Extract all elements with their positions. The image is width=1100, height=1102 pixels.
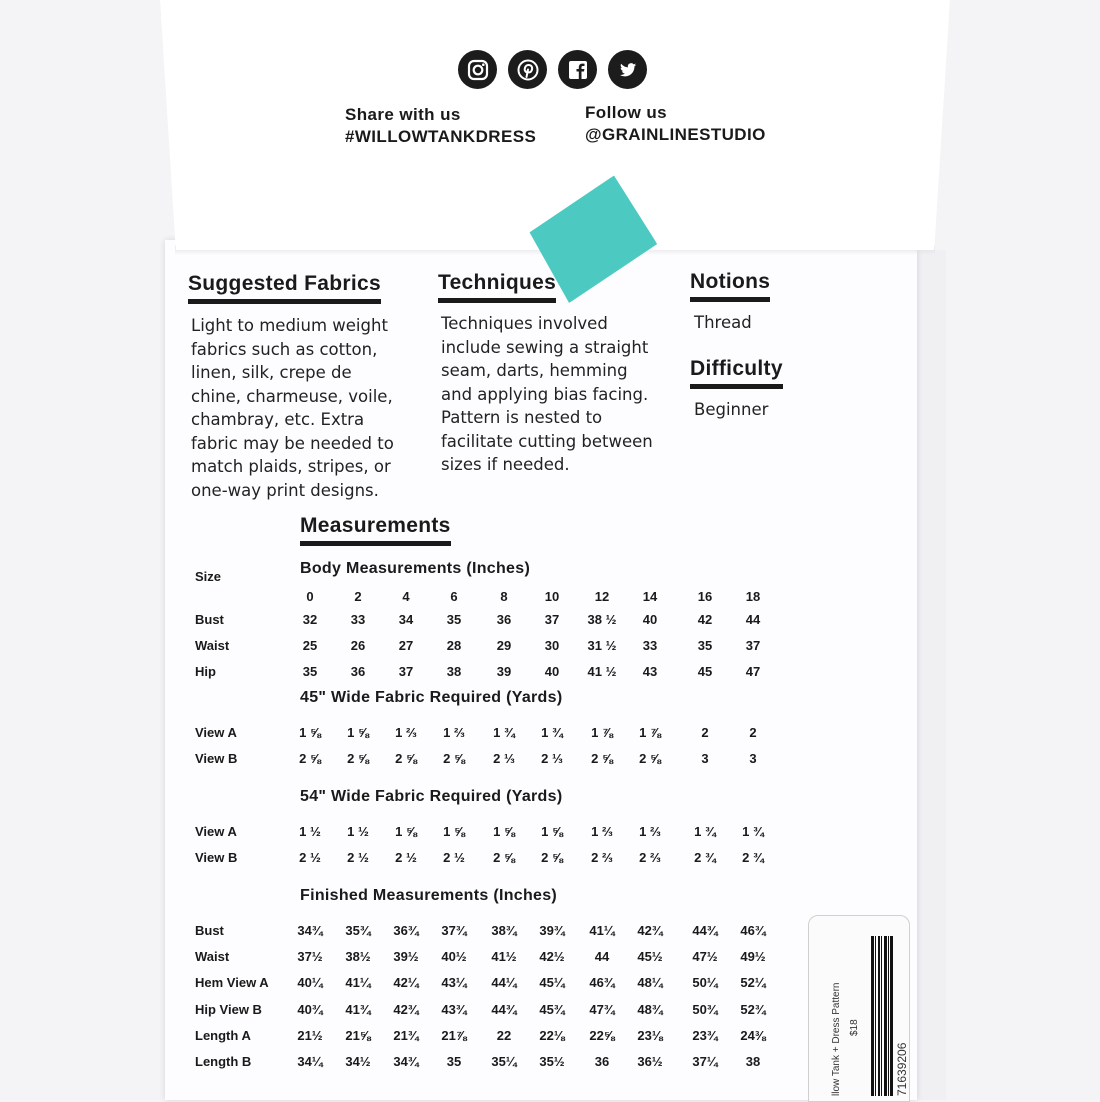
table-cell: 40 xyxy=(544,664,560,679)
table-cell: 21¾ xyxy=(393,1028,419,1043)
table-cell: 35¼ xyxy=(491,1054,517,1069)
size-header-cell: 10 xyxy=(544,589,560,604)
table-cell: 33 xyxy=(642,638,658,653)
table-cell: 2 ⅔ xyxy=(591,850,613,865)
table-cell: 2 xyxy=(749,725,757,740)
table-cell: 47½ xyxy=(692,949,718,964)
row-label: Length A xyxy=(195,1028,251,1043)
table-cell: 22 xyxy=(496,1028,512,1043)
share-block xyxy=(345,104,536,148)
table-cell: 44 xyxy=(594,949,610,964)
table-cell: 49½ xyxy=(740,949,766,964)
table-cell: 42¾ xyxy=(393,1002,419,1017)
table-cell: 35 xyxy=(446,612,462,627)
table-cell: 2 ½ xyxy=(347,850,369,865)
table-cell: 1 ⅔ xyxy=(591,824,613,839)
table-cell: 45½ xyxy=(637,949,663,964)
table-cell: 42½ xyxy=(539,949,565,964)
table-cell: 37¼ xyxy=(692,1054,718,1069)
follow-handle: @GRAINLINESTUDIO xyxy=(585,125,766,144)
row-label: Waist xyxy=(195,638,230,653)
share-label: Share with us xyxy=(345,105,461,124)
techniques-heading: Techniques xyxy=(438,271,556,303)
table-cell: 35 xyxy=(302,664,318,679)
sticker-price: $18 xyxy=(849,1019,860,1036)
table-cell: 40½ xyxy=(441,949,467,964)
table-cell: 40 xyxy=(642,612,658,627)
social-icons xyxy=(458,50,647,89)
table-cell: 2 ⅓ xyxy=(541,751,563,766)
table-cell: 43¾ xyxy=(441,1002,467,1017)
table-cell: 35 xyxy=(446,1054,462,1069)
table-cell: 38 ½ xyxy=(587,612,617,627)
row-label: View A xyxy=(195,725,237,740)
size-header-cell: 18 xyxy=(745,589,761,604)
table-cell: 22⅛ xyxy=(539,1028,565,1043)
table-cell: 33 xyxy=(350,612,366,627)
table-cell: 34½ xyxy=(345,1054,371,1069)
table-cell: 36½ xyxy=(637,1054,663,1069)
table-cell: 37 xyxy=(398,664,414,679)
table-cell: 34¼ xyxy=(297,1054,323,1069)
size-header-cell: 16 xyxy=(697,589,713,604)
table-cell: 36 xyxy=(350,664,366,679)
price-sticker xyxy=(808,915,910,1102)
sticker-product: llow Tank + Dress Pattern xyxy=(831,982,842,1096)
table-cell: 29 xyxy=(496,638,512,653)
table-cell: 47¾ xyxy=(589,1002,615,1017)
row-label: Bust xyxy=(195,612,224,627)
table-cell: 41¼ xyxy=(345,975,371,990)
barcode-number: 71639206 xyxy=(895,1042,909,1096)
size-label: Size xyxy=(195,569,222,584)
measurements-heading: Measurements xyxy=(300,514,451,546)
table-cell: 37 xyxy=(544,612,560,627)
notions-text: Thread xyxy=(694,313,752,332)
table-cell: 36 xyxy=(594,1054,610,1069)
size-header-cell: 0 xyxy=(306,589,314,604)
table-cell: 2 ⅝ xyxy=(591,751,613,766)
row-label: View B xyxy=(195,751,238,766)
table-cell: 1 ⅔ xyxy=(395,725,417,740)
table-cell: 44¾ xyxy=(491,1002,517,1017)
table-cell: 2 ⅝ xyxy=(493,850,515,865)
table-cell: 52¼ xyxy=(740,975,766,990)
table-cell: 43 xyxy=(642,664,658,679)
share-hashtag: #WILLOWTANKDRESS xyxy=(345,127,537,146)
table-cell: 43¼ xyxy=(441,975,467,990)
difficulty-text: Beginner xyxy=(694,400,769,419)
size-header-cell: 2 xyxy=(354,589,362,604)
table-cell: 42 xyxy=(697,612,713,627)
barcode xyxy=(871,936,893,1096)
table-cell: 50¼ xyxy=(692,975,718,990)
table-cell: 42¼ xyxy=(393,975,419,990)
table-cell: 41¼ xyxy=(589,923,615,938)
row-label: Hem View A xyxy=(195,975,269,990)
table-cell: 36 xyxy=(496,612,512,627)
table-cell: 3 xyxy=(701,751,709,766)
table-cell: 2 ¾ xyxy=(742,850,764,865)
table-cell: 40¼ xyxy=(297,975,323,990)
table-cell: 37¾ xyxy=(441,923,467,938)
table-cell: 1 ¾ xyxy=(493,725,515,740)
table-cell: 2 ⅝ xyxy=(541,850,563,865)
table-cell: 38 xyxy=(446,664,462,679)
table-cell: 2 ⅝ xyxy=(639,751,661,766)
table-cell: 46¾ xyxy=(589,975,615,990)
table-cell: 28 xyxy=(446,638,462,653)
table-cell: 45 xyxy=(697,664,713,679)
table-cell: 44 xyxy=(745,612,761,627)
follow-block xyxy=(585,102,766,146)
table-cell: 34 xyxy=(398,612,414,627)
table-cell: 1 ½ xyxy=(299,824,321,839)
follow-label: Follow us xyxy=(585,103,667,122)
table-cell: 25 xyxy=(302,638,318,653)
table-cell: 41 ½ xyxy=(587,664,617,679)
finished-measurements-heading: Finished Measurements (Inches) xyxy=(300,887,558,904)
row-label: Length B xyxy=(195,1054,252,1069)
table-cell: 1 ¾ xyxy=(541,725,563,740)
table-cell: 24⅜ xyxy=(740,1028,766,1043)
table-cell: 31 ½ xyxy=(587,638,617,653)
table-cell: 3 xyxy=(749,751,757,766)
table-cell: 1 ⅝ xyxy=(395,824,417,839)
row-label: Waist xyxy=(195,949,230,964)
row-label: Hip View B xyxy=(195,1002,262,1017)
table-cell: 2 ⅝ xyxy=(347,751,369,766)
table-cell: 23¾ xyxy=(692,1028,718,1043)
row-label: View A xyxy=(195,824,237,839)
size-header-cell: 12 xyxy=(594,589,610,604)
pinterest-icon xyxy=(508,50,547,89)
size-header-cell: 6 xyxy=(450,589,458,604)
table-cell: 23⅛ xyxy=(637,1028,663,1043)
table-cell: 34¾ xyxy=(297,923,323,938)
table-cell: 32 xyxy=(302,612,318,627)
table-cell: 38½ xyxy=(345,949,371,964)
table-cell: 2 ⅔ xyxy=(639,850,661,865)
table-cell: 1 ⅝ xyxy=(541,824,563,839)
table-cell: 2 ⅓ xyxy=(493,751,515,766)
table-cell: 35 xyxy=(697,638,713,653)
table-cell: 41½ xyxy=(491,949,517,964)
table-cell: 37 xyxy=(745,638,761,653)
table-cell: 21½ xyxy=(297,1028,323,1043)
table-cell: 39 xyxy=(496,664,512,679)
table-cell: 26 xyxy=(350,638,366,653)
table-cell: 1 ⅔ xyxy=(443,725,465,740)
table-cell: 2 ½ xyxy=(443,850,465,865)
row-label: Bust xyxy=(195,923,224,938)
table-cell: 1 ¾ xyxy=(742,824,764,839)
envelope-flap xyxy=(160,0,950,250)
table-cell: 48¼ xyxy=(637,975,663,990)
fabrics-heading: Suggested Fabrics xyxy=(188,272,381,304)
techniques-text: Techniques involved include sewing a straight seam, darts, hemming and applying bias facing. Pattern is nested to facilitate cutting between sizes if needed. xyxy=(441,314,653,474)
table-cell: 35½ xyxy=(539,1054,565,1069)
table-cell: 2 ½ xyxy=(395,850,417,865)
table-cell: 2 xyxy=(701,725,709,740)
table-cell: 37½ xyxy=(297,949,323,964)
facebook-icon xyxy=(558,50,597,89)
table-cell: 1 ⅝ xyxy=(347,725,369,740)
table-cell: 38 xyxy=(745,1054,761,1069)
notions-heading: Notions xyxy=(690,270,770,302)
size-header-cell: 14 xyxy=(642,589,658,604)
table-cell: 35¾ xyxy=(345,923,371,938)
table-cell: 34¾ xyxy=(393,1054,419,1069)
table-cell: 40¾ xyxy=(297,1002,323,1017)
table-cell: 48¾ xyxy=(637,1002,663,1017)
table-cell: 1 ½ xyxy=(347,824,369,839)
table-cell: 1 ⅝ xyxy=(299,725,321,740)
table-cell: 39¾ xyxy=(539,923,565,938)
size-header-cell: 8 xyxy=(500,589,508,604)
table-cell: 2 ⅝ xyxy=(443,751,465,766)
fabrics-text: Light to medium weight fabrics such as cotton, linen, silk, crepe de chine, charmeuse, voile, chambray, etc. Extra fabric may be needed to match plaids, stripes, or one-way print designs. xyxy=(191,316,394,500)
difficulty-heading: Difficulty xyxy=(690,357,783,389)
fabric45-heading: 45" Wide Fabric Required (Yards) xyxy=(300,689,563,706)
table-cell: 22⅝ xyxy=(589,1028,615,1043)
table-cell: 1 ⅞ xyxy=(591,725,613,740)
table-cell: 36¾ xyxy=(393,923,419,938)
body-measurements-heading: Body Measurements (Inches) xyxy=(300,560,531,577)
table-cell: 21⅝ xyxy=(345,1028,371,1043)
instagram-icon xyxy=(458,50,497,89)
table-cell: 50¾ xyxy=(692,1002,718,1017)
table-cell: 2 ¾ xyxy=(694,850,716,865)
table-cell: 41¾ xyxy=(345,1002,371,1017)
table-cell: 30 xyxy=(544,638,560,653)
table-cell: 44¼ xyxy=(491,975,517,990)
table-cell: 38¾ xyxy=(491,923,517,938)
twitter-icon xyxy=(608,50,647,89)
table-cell: 1 ⅞ xyxy=(639,725,661,740)
table-cell: 27 xyxy=(398,638,414,653)
fabric54-heading: 54" Wide Fabric Required (Yards) xyxy=(300,788,563,805)
table-cell: 21⅞ xyxy=(441,1028,467,1043)
table-cell: 39½ xyxy=(393,949,419,964)
table-cell: 1 ⅔ xyxy=(639,824,661,839)
table-cell: 1 ⅝ xyxy=(443,824,465,839)
table-cell: 52¾ xyxy=(740,1002,766,1017)
table-cell: 2 ⅝ xyxy=(395,751,417,766)
size-header-cell: 4 xyxy=(402,589,410,604)
table-cell: 45¾ xyxy=(539,1002,565,1017)
table-cell: 1 ⅝ xyxy=(493,824,515,839)
table-cell: 42¾ xyxy=(637,923,663,938)
table-cell: 47 xyxy=(745,664,761,679)
table-cell: 2 ⅝ xyxy=(299,751,321,766)
row-label: View B xyxy=(195,850,238,865)
row-label: Hip xyxy=(195,664,216,679)
table-cell: 44¾ xyxy=(692,923,718,938)
table-cell: 2 ½ xyxy=(299,850,321,865)
table-cell: 46¾ xyxy=(740,923,766,938)
table-cell: 1 ¾ xyxy=(694,824,716,839)
table-cell: 45¼ xyxy=(539,975,565,990)
